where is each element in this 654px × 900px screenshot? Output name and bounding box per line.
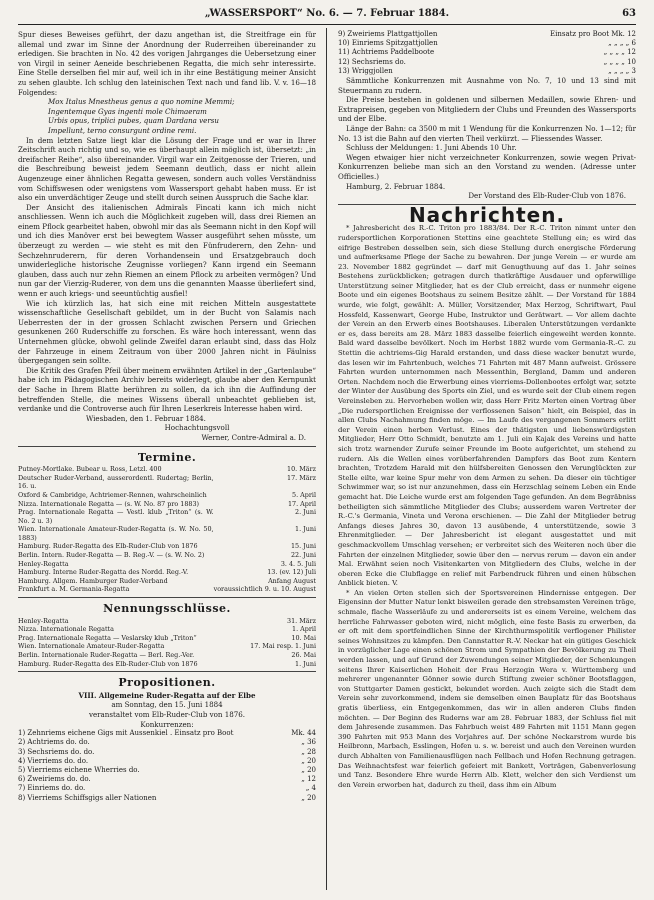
race-list xyxy=(18,729,316,803)
table-row xyxy=(18,525,316,542)
table-row xyxy=(18,634,316,643)
race-name: 3) Sechsriems do. do. xyxy=(18,747,95,756)
race-name: 1) Zehnriems eichene Gigs mit Aussenkiel . Einsatz pro Boot xyxy=(18,729,234,738)
race-name: 6) Zweiriems do. do. xyxy=(18,775,91,784)
masthead xyxy=(205,8,449,19)
paragraph: Sämmtliche Konkurrenzen mit Ausnahme von No. 7, 10 und 13 sind mit Steuermann zu rudern. xyxy=(338,76,636,95)
section-title-nachrichten: Nachrichten. xyxy=(408,202,566,227)
table-row xyxy=(18,500,316,509)
table-row xyxy=(18,508,316,525)
race-fee: „ 28 xyxy=(301,747,316,756)
list-item xyxy=(18,729,316,738)
header-rule xyxy=(18,24,636,25)
journal-title: „WASSERSPORT“ xyxy=(204,8,303,19)
table-row xyxy=(18,542,316,551)
page-number: 63 xyxy=(622,8,636,19)
table-row xyxy=(18,585,316,594)
race-name: 7) Einriems do. do. xyxy=(18,784,86,793)
deadline: 31. März xyxy=(287,616,316,625)
list-item xyxy=(18,748,316,757)
event-name: Oxford & Cambridge, Achtriemer-Rennen, wahrscheinlich xyxy=(18,490,207,499)
list-item xyxy=(338,30,636,39)
event-date: 10. März xyxy=(287,465,316,474)
list-item xyxy=(18,757,316,766)
list-item xyxy=(18,738,316,747)
list-item xyxy=(18,766,316,775)
event-name: Wien. Internationale Amateur-Ruder-Regatta (s. W. No. 50, 1883) xyxy=(18,525,214,542)
verse-line: Impellunt, terno consurgunt ordine remi. xyxy=(48,125,197,135)
table-row xyxy=(18,660,316,669)
event-name: Putney-Mortlake. Bubear u. Ross, Letzl. 400 xyxy=(18,465,162,474)
event-date: voraussichtlich 9. u. 10. August xyxy=(213,585,316,594)
event-date: Anfang August xyxy=(268,576,316,585)
signature: Werner, Contre-Admiral a. D. xyxy=(201,432,306,442)
left-column xyxy=(18,30,316,892)
table-row xyxy=(18,617,316,626)
termine-table xyxy=(18,465,316,594)
issue-info: No. 6. — 7. Februar 1884. xyxy=(306,8,450,19)
event-date: 15. Juni xyxy=(290,542,316,551)
event-date: 1. Juni xyxy=(295,525,316,534)
section-title-termine: Termine. xyxy=(137,450,197,464)
regatta-organizer: veranstaltet vom Elb-Ruder-Club von 1876. xyxy=(88,709,246,719)
race-name: 13) Wriggjollen xyxy=(338,66,393,75)
verse-line: Urbis opus, triplici pubes, quam Dardana versu xyxy=(48,116,219,126)
race-fee: „ „ „ „ 3 xyxy=(608,66,636,75)
section-rule xyxy=(18,446,316,447)
event-name: Hamburg. Ruder-Regatta des Elb-Ruder-Club von 1876 xyxy=(18,659,198,668)
deadline: 1. April xyxy=(292,625,316,634)
race-name: 2) Achtriems do. do. xyxy=(18,738,90,747)
list-item xyxy=(338,39,636,48)
paragraph: Wie ich kürzlich las, hat sich eine mit reichen Mitteln ausgestattete wissenschaftliche Gesellschaft gebildet, um in der Bucht von Salamis nach Ueberresten der in der grossen Schlacht zwischen Persern und Griechen gesunkenen 260 Ruderschiffe zu forschen. Es wäre hoch interessant, wenn das Unternehmen glücke, obwohl gelinde Zweifel daran erlaubt sind, dass das Holz der Fahrzeuge in einem Zeitraum von über 2000 Jahren nicht in Fäulniss übergegangen sein sollte. xyxy=(18,298,316,366)
paragraph: Länge der Bahn: ca 3500 m mit 1 Wendung für die Konkurrenzen No. 1—12; für No. 13 ist die Bahn auf den vierten Theil verkürzt. — Fliessendes Wasser. xyxy=(338,123,636,143)
list-item xyxy=(338,58,636,67)
paragraph: In dem letzten Satze liegt klar die Lösung der Frage und er war in Ihrer Zeitschrift auch richtig und so, wie es überhaupt allein möglich ist, übersetzt: „in dreifacher Reihe“, also übereinander. Virgil war ein Zeitgenosse der Trieren, und die Beschreibung beweist jedem Seemann deutlich, dass er nicht allein Augenzeuge einer ähnlichen Regatta gewesen, sondern auch volles Verständniss vom Schiffswesen oder wenigstens vom Wassersport gehabt haben muss. Er ist also ein unverdächtiger Zeuge und stellt durch seinen Ausspruch die Sache klar. xyxy=(18,135,316,203)
regatta-date: am Sonntag, den 15. Juni 1884 xyxy=(111,700,223,710)
race-name: 12) Sechsriems do. xyxy=(338,57,406,66)
race-name: 10) Einriems Spitzgattjollen xyxy=(338,39,438,48)
race-fee: „ 36 xyxy=(301,738,316,747)
race-name: 9) Zweiriems Plattgattjollen xyxy=(338,30,438,38)
page-header xyxy=(18,8,636,24)
greeting: Hochachtungsvoll xyxy=(164,423,230,433)
event-date: 2. Juni xyxy=(295,508,316,517)
list-item xyxy=(18,794,316,803)
event-name: Berlin. Internationale Ruder-Regatta — Berl. Reg.-Ver. xyxy=(18,651,195,659)
deadline: 17. Mai resp. 1. Juni xyxy=(250,642,316,651)
section-rule xyxy=(18,671,316,672)
table-row xyxy=(18,651,316,660)
section-title-propositionen: Propositionen. xyxy=(118,676,216,690)
dateline: Wiesbaden, den 1. Februar 1884. xyxy=(86,413,206,423)
event-name: Hamburg. Interne Ruder-Regatta des Nordd. Reg.-V. xyxy=(18,568,189,577)
section-title-nennung: Nennungsschlüsse. xyxy=(103,602,231,616)
table-row xyxy=(18,642,316,651)
table-row xyxy=(18,577,316,586)
section-rule xyxy=(18,597,316,598)
table-row xyxy=(18,491,316,500)
table-row xyxy=(18,625,316,634)
table-row xyxy=(18,560,316,569)
race-fee: „ 12 xyxy=(301,775,316,784)
signature: Der Vorstand des Elb-Ruder-Club von 1876. xyxy=(468,191,626,201)
event-name: Henley-Regatta xyxy=(18,559,69,568)
event-date: 22. Juni xyxy=(290,551,316,560)
race-fee: „ „ „ „ 10 xyxy=(603,57,636,66)
race-list-continued xyxy=(338,30,636,76)
race-fee: „ „ „ „ 6 xyxy=(608,39,636,48)
event-date: 17. März xyxy=(287,473,316,482)
nennung-table xyxy=(18,617,316,669)
paragraph: Spur dieses Beweises geführt, der dazu angethan ist, die Streitfrage ein für allemal und zwar im Sinne der Anordnung der Ruderreihen übereinander zu erledigen. Sie brachten in No. 42 des vorigen Jahrganges die Uebersetzung einer von Virgil in seiner Aeneide beschriebenen Regatta, die mich sehr interessirte. Eine Stelle derselben fiel mir auf, weil ich in ihr eine Bestätigung meiner Ansicht zu sehen glaubte. Ich schlug den lateinischen Text nach und fand lib. V. v. 16—18 Folgendes: xyxy=(18,30,316,97)
event-date: 17. April xyxy=(287,499,316,508)
deadline: 10. Mai xyxy=(291,633,316,642)
race-fee: „ 4 xyxy=(305,784,316,793)
paragraph: Die Preise bestehen in goldenen und silbernen Medaillen, sowie Ehren- und Extrapreisen, gegeben von Mitgliedern der Clubs und Freunden des Wassersports und der Elbe. xyxy=(338,95,636,124)
event-name: Wien. Internationale Amateur-Ruder-Regatta xyxy=(18,642,165,651)
race-fee: „ 20 xyxy=(301,756,316,765)
race-name: 5) Vierriems eichene Wherries do. xyxy=(18,765,140,774)
race-name: 8) Vierriems Schiffsgigs aller Nationen xyxy=(18,793,157,802)
race-fee: „ 20 xyxy=(301,793,316,802)
table-row xyxy=(18,474,316,491)
deadline: 1. Juni xyxy=(295,659,316,668)
event-name: Hamburg. Allgem. Hamburger Ruder-Verband xyxy=(18,576,168,585)
event-name: Nizza. Internationale Regatta — (s. W. No. 87 pro 1883) xyxy=(18,499,200,508)
event-name: Deutscher Ruder-Verband, ausserordentl. Rudertag; Berlin, 16. u. xyxy=(18,473,214,491)
race-name: 4) Vierriems do. do. xyxy=(18,756,89,765)
race-fee: „ „ „ „ 12 xyxy=(603,48,636,57)
verse-line: Ingentemque Gyas ingenti mole Chimaeram xyxy=(48,106,207,116)
event-name: Berlin. Intern. Ruder-Regatta — B. Reg.-V. — (s. W. No. 2) xyxy=(18,551,205,560)
race-name: 11) Achtriems Paddelboote xyxy=(338,48,435,57)
paragraph: Wegen etwaiger hier nicht verzeichneter Konkurrenzen, sowie wegen Privat-Konkurrenzen beliebe man sich an den Vorstand zu wenden. (Adresse unter Officielles.) xyxy=(338,152,636,181)
right-column xyxy=(338,30,636,892)
list-item xyxy=(18,775,316,784)
paragraph: Schluss der Meldungen: 1. Juni Abends 10 Uhr. xyxy=(346,143,517,153)
list-item xyxy=(338,67,636,76)
event-date: 5. April xyxy=(292,490,316,499)
paragraph: Die Kritik des Grafen Pfeil über meinem erwähnten Artikel in der „Gartenlaube“ habe ich im Pädagogischen Archiv bereits widerlegt, glaube aber den Kernpunkt der Sache in Ihrem Blatte berühren zu sollen, da ich ihn die Auffindung der betreffenden Stelle, die meines Wissens überall unbeachtet geblieben ist, verdanke und die Controverse auch für Ihren Leserkreis Interesse haben wird. xyxy=(18,365,316,414)
event-name: Henley-Regatta xyxy=(18,616,69,625)
event-name: Nizza. Internationale Regatta xyxy=(18,625,114,634)
paragraph: Der Ansicht des italienischen Admirals Fincati kann ich mich nicht anschliessen. Wenn ich auch die Möglichkeit zugeben will, dass drei Riemen an einem Pflock gearbeitet haben, obwohl mir das als Seemann nicht in den Kopf will und ich dies Manöver erst bei bewegtem Wasser ausgeführt sehen müsste, um überzeugt zu werden — wie steht es mit den Fünfruderern, den Zehn- und Sechzehnruderern, für deren Vorhandensein und Ersatzgebrauch doch unwiderlegliche historische Zeugnisse vorliegen? Kann irgend ein Seemann glauben, dass auch nur zehn Riemen an einem Pflock zu arbeiten vermögen? Und nun gar der Vierzig-Ruderer, von dem uns die genannten Maasse überliefert sind, wenn er auch kriegs- und seeuntüchtig ausfiel! xyxy=(18,202,316,299)
race-fee: Einsatz pro Boot Mk. 12 xyxy=(550,30,636,38)
regatta-title: VIII. Allgemeine Ruder-Regatta auf der Elbe xyxy=(78,690,256,700)
latin-verse xyxy=(18,97,316,135)
verse-line: Mox Italus Mnestheus genus a quo nomine Memmi; xyxy=(48,97,235,107)
list-item xyxy=(18,784,316,793)
event-date: 3. 4. 5. Juli xyxy=(280,559,316,568)
dateline: Hamburg, 2. Februar 1884. xyxy=(346,181,446,191)
deadline: 26. Mai xyxy=(291,651,316,659)
news-item: * An vielen Orten stellen sich der Sportsvereinen Hindernisse entgegen. Der Eigensinn der Mutter Natur lenkt bisweilen gerade den strebsamsten Vereinen träge, schmale, flache Wasserläufe zu und andererseits ist es einem Vereine, welchem das herrliche Fahrwasser geboten wird, nicht möglich, eine feste Basis zu erwerben, da er oft mit dem sportfeindlichen Sinne der Kirchthurmspolitik verflogener Philister seines Wohnsitzes zu kämpfen. Den Cannstatter R.-V. Neckar hat ein gütiges Geschick in vorzüglicher Lage einen schönen Strom und Sympathien der Bevölkerung zu Theil werden lassen, und auf Grund der Zuwendungen seiner Mitglieder, der Schenkungen seitens Ihrer Kaiserlichen Hoheit der Frau Herzogin Wera v. Württemberg und mehrerer ungenannter Gönner sowie durch Stiftung zweier schöner Bootsflaggen, von Stuttgarter Damen gestickt, bekundet worden. Auch zeigte sich die Stadt dem Verein sehr zuvorkommend, indem sie demselben einen Bauplatz für das Bootshaus gratis überliess, ein Entgegenkommen, das wir in allen anderen Clubs finden möchten. — Der Beginn des Ruderns war am 28. Februar 1883, der Schluss fiel mit dem Jahresende zusammen. Das Fahrbuch weist 489 Fahrten mit 1151 Mann gegen 390 Fahrten mit 953 Mann des Vorjahres auf. Der schöne Neckarstrom wurde bis Heilbronn, Marbach, Esslingen, Hofen u. s. w. bereist und auch den Vereinen wurden durch Abhalten von Familienausflügen nach Fellbach und Hofen Rechnung getragen. Das Weihnachtsfest war feierlich gefeiert mit Bankett, Vorträgen, Gabenverlosung und Tanz. Besondere Ehre wurde Herrn Alb. Klett, welcher den sich Verdienst um den Verein erworben hat, dadurch zu theil, dass ihm ein Album xyxy=(338,588,636,789)
table-row xyxy=(18,551,316,560)
event-name: Prag. Internationale Regatta — Vestl. klub „Triton“ (s. W. No. 2 u. 3) xyxy=(18,508,214,525)
table-row xyxy=(18,568,316,577)
column-divider xyxy=(326,28,327,890)
event-name: Hamburg. Ruder-Regatta des Elb-Ruder-Club von 1876 xyxy=(18,542,198,551)
race-fee: Mk. 44 xyxy=(291,729,316,738)
konkurrenzen-heading: Konkurrenzen: xyxy=(140,719,194,729)
table-row xyxy=(18,465,316,474)
race-fee: „ 20 xyxy=(301,765,316,774)
list-item xyxy=(338,48,636,57)
event-date: 13. (ev. 12) Juli xyxy=(267,568,316,577)
news-item: * Jahresbericht des R.-C. Triton pro 1883/84. Der R.-C. Triton nimmt unter den rudersportlichen Korporationen Stettins eine geachtete Stellung ein; es wird das eifrige Bestreben desselben sein, sich diese Stellung durch energische Förderung und aufmerksame Pflege der Sache zu bewahren. Der junge Verein — er wurde am 23. November 1882 gegründet — darf mit Genugthuung auf das 1. Jahr seines Bestehens zurückblicken; getragen durch thatkräftige Ausdauer und opferwillige Unterstützung seiner Mitglieder, hat es der Club erreicht, dass er nunmehr eigene Boote und ein eigenes Bootshaus zu seinem Besitze zählt. — Der Vorstand für 1884 wurde, wie folgt, gewählt: A. Müller, Vorsitzender, Max Herzog, Schriftwart, Paul Hossfeld, Kassenwart, George Hube, Instruktor und Gerätwart. — Vor allem dachte der Verein an den Erwerb eines Bootshauses. Liberalen Unterstützungen verdankte er es, dass bereits am 28. März 1883 dasselbe feierlich eingeweiht werden konnte. Bald ward dasselbe bevölkert. Noch im Herbst 1882 wurde vom Germania-R.-C. zu Stettin die achtriems-Gig Harald erstanden, und dass diese wacker benutzt wurde, das lesen wir im Fahrtenbuch, welches 71 Fahrten mit 487 Mann aufweist. Grössere Fahrten wurden unternommen nach Messenthin, Bergland, Damm und anderen Orten. Nachdem noch die Erwerbung eines vierriems-Dollenbootes erfolgt war, setzte der Winter der Ausübung des Sports ein Ziel, und es wurde seit der Club einem regen Vereinsleben zu. Hervorheben wollen wir, dass Herr Fritz Merten einen Vortrag über „Die rudersportlichen Ereignisse der verflossenen Saison“ hielt, ein Beispiel, das in allen Clubs Nachahmung finden möge. — Im Laufe des vergangenen Sommers erlitt der Verein einen herben Verlust. Eines der thätigsten und liebenswürdigsten Mitglieder, Herr Otto Schmidt, benutzte am 1. Juli ein Kajak des Vereins und hatte sich trotz warnender Zurufe seiner Freunde im Boote aufgerichtet, um stehend zu rudern. Als die Wellen eines vorüberfahrenden Dampfers das Boot zum Kentern brachten, Trotzdem Harald mit den hülfsbereiten Genossen den Verunglückten zur Stelle eilte, war keine Spur mehr von dem Armen zu sehen. Da dieser ein tüchtiger Schwimmer war, so ist nur anzunehmen, dass ein Herzschlag seinem Leben ein Ende gemacht hat. Die Leiche wurde erst am folgenden Tage gefunden. An dem Begräbniss betheiligten sich sämmtliche Mitglieder des Clubs; ausserdem waren Vertreter der R.-C.'s Germania, Vineta und Verona erschienen. — Die Zahl der Mitglieder betrug Anfangs dieses Jahres 30, davon 13 ausübende, 4 unterstützende, sowie 3 Ehrenmitglieder. — Der Jahresbericht ist elegant ausgestattet und mit geschmackvollem Umschlag versehen; er verbreitet sich des Weiteren noch über die Fahrten der einzelnen Mitglieder, sowie über den — nervus rerum — davon ein ander Mal. Erwähnt seien noch Visitenkarten von Mitgliedern des Clubs, welche in der oberen Ecke die Clubflagge en relief mit Farbendruck führen und einen hübschen Anblick bieten. V. xyxy=(338,224,636,588)
event-name: Frankfurt a. M. Germania-Regatta xyxy=(18,585,130,594)
event-name: Prag. Internationale Regatta — Veslarsky klub „Triton“ xyxy=(18,633,197,642)
